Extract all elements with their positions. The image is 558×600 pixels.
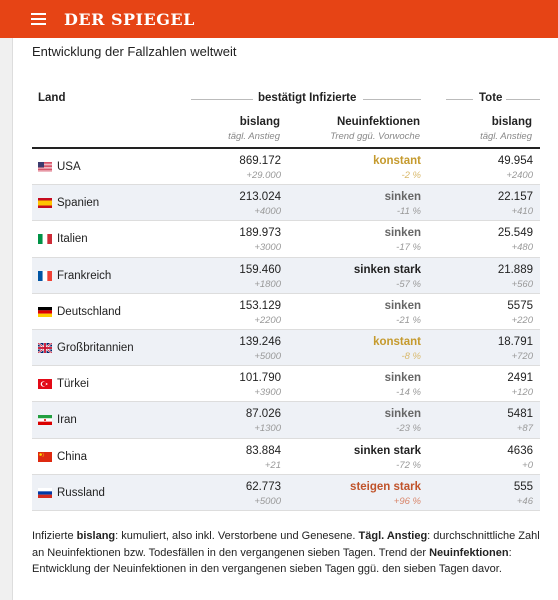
trend-label: sinken [384, 191, 421, 204]
ru-flag-icon [38, 485, 52, 495]
header-rule-left [191, 99, 253, 100]
trend-label: sinken [384, 408, 421, 421]
cases-total: 139.246 [239, 335, 281, 348]
header-rule-right [363, 99, 421, 100]
country-name: China [57, 450, 88, 463]
cases-total: 87.026 [245, 408, 281, 421]
cases-daily: +4000 [254, 206, 281, 218]
table-row [32, 149, 540, 185]
deaths-daily: +46 [516, 495, 533, 507]
cases-total: 101.790 [239, 372, 281, 385]
column-header-new-infections: Neuinfektionen [336, 116, 420, 128]
deaths-total: 21.889 [497, 263, 533, 276]
footnote-text: Infizierte [32, 530, 77, 542]
deaths-rule-right [506, 99, 540, 100]
column-subheader-trend: Trend ggü. Vorwoche [330, 131, 420, 142]
footnote [32, 528, 544, 578]
trend-label: konstant [373, 335, 421, 348]
deaths-daily: +480 [511, 242, 533, 254]
deaths-daily: +560 [511, 278, 533, 290]
deaths-daily: +720 [511, 350, 533, 362]
site-logo[interactable]: DER SPIEGEL [64, 9, 195, 29]
trend-label: konstant [373, 155, 421, 167]
trend-label: sinken stark [353, 444, 421, 457]
trend-percent: -14 % [396, 387, 421, 399]
cases-total: 159.460 [239, 263, 281, 276]
trend-label: sinken [384, 227, 421, 240]
footnote-text: : kumuliert, also inkl. Verstorbene und Genesene. [115, 530, 359, 542]
it-flag-icon [38, 231, 52, 241]
trend-percent: -17 % [396, 242, 421, 254]
trend-percent: -2 % [401, 170, 421, 181]
column-group-deaths: Tote [479, 92, 503, 104]
cn-flag-icon [38, 449, 52, 459]
cases-daily: +2200 [254, 314, 281, 326]
deaths-total: 5575 [507, 299, 533, 312]
de-flag-icon [38, 304, 52, 314]
deaths-daily: +0 [522, 459, 533, 471]
cases-total: 83.884 [245, 444, 281, 457]
cases-daily: +21 [264, 459, 281, 471]
country-name: Türkei [57, 378, 89, 391]
trend-percent: -11 % [396, 206, 421, 218]
deaths-total: 5481 [507, 408, 533, 421]
case-table [32, 149, 540, 511]
trend-percent: -8 % [401, 350, 421, 362]
deaths-total: 25.549 [497, 227, 533, 240]
cases-daily: +1800 [254, 278, 281, 290]
cases-total: 869.172 [239, 155, 281, 167]
page-title: Entwicklung der Fallzahlen weltweit [32, 44, 237, 59]
cases-daily: +5000 [254, 495, 281, 507]
country-name: Italien [57, 233, 88, 246]
trend-label: sinken [384, 299, 421, 312]
cases-daily: +1300 [254, 423, 281, 435]
column-header-bislang: bislang [239, 116, 280, 128]
deaths-rule-left [446, 99, 473, 100]
us-flag-icon [38, 159, 52, 169]
table-row [32, 475, 540, 511]
column-subheader-daily: tägl. Anstieg [228, 131, 280, 142]
cases-daily: +29.000 [246, 170, 281, 181]
hamburger-menu-icon[interactable] [31, 13, 46, 25]
footnote-term-daily: Tägl. Anstieg [358, 530, 428, 542]
deaths-total: 22.157 [497, 191, 533, 204]
column-header-deaths-total: bislang [491, 116, 532, 128]
country-name: Iran [57, 414, 77, 427]
trend-percent: +96 % [393, 495, 421, 507]
table-row [32, 258, 540, 294]
column-group-infected: bestätigt Infizierte [258, 92, 357, 104]
country-name: Großbritannien [57, 341, 134, 354]
cases-total: 213.024 [239, 191, 281, 204]
table-row [32, 185, 540, 221]
deaths-total: 2491 [507, 372, 533, 385]
cases-daily: +5000 [254, 350, 281, 362]
trend-percent: -23 % [396, 423, 421, 435]
footnote-text: : durchschnittliche Zahl an Neuinfektionen bzw. Todesfällen in den vergangenen sieben Tagen. Trend der [32, 530, 540, 559]
deaths-daily: +410 [511, 206, 533, 218]
trend-label: sinken stark [353, 263, 421, 276]
footnote-text: : Entwicklung der Neuinfektionen in den vergangenen sieben Tagen ggü. den sieben Tagen davor. [32, 546, 512, 575]
deaths-daily: +120 [511, 387, 533, 399]
country-name: Russland [57, 486, 105, 499]
footnote-term-new-infections: Neuinfektionen [429, 546, 509, 559]
table-row [32, 439, 540, 475]
deaths-total: 49.954 [497, 155, 533, 167]
cases-daily: +3000 [254, 242, 281, 254]
deaths-total: 555 [513, 480, 533, 493]
table-row [32, 402, 540, 438]
trend-label: sinken [384, 372, 421, 385]
deaths-daily: +87 [516, 423, 533, 435]
table-row [32, 221, 540, 257]
table-row [32, 294, 540, 330]
site-header [0, 0, 558, 38]
table-row [32, 330, 540, 366]
country-name: Deutschland [57, 305, 121, 318]
cases-total: 62.773 [245, 480, 281, 493]
ir-flag-icon [38, 412, 52, 422]
content-card [12, 38, 558, 600]
fr-flag-icon [38, 268, 52, 278]
table-row [32, 366, 540, 402]
country-name: Frankreich [57, 269, 112, 282]
trend-label: steigen stark [350, 480, 421, 493]
deaths-daily: +2400 [506, 170, 533, 181]
country-name: USA [57, 161, 81, 173]
trend-percent: -72 % [396, 459, 421, 471]
footnote-term-bislang: bislang [76, 530, 116, 542]
deaths-total: 4636 [507, 444, 533, 457]
trend-percent: -57 % [396, 278, 421, 290]
cases-daily: +3900 [254, 387, 281, 399]
tr-flag-icon [38, 376, 52, 386]
column-header-land: Land [38, 92, 66, 104]
deaths-daily: +220 [511, 314, 533, 326]
cases-total: 189.973 [239, 227, 281, 240]
cases-total: 153.129 [239, 299, 281, 312]
trend-percent: -21 % [396, 314, 421, 326]
deaths-total: 18.791 [497, 335, 533, 348]
country-name: Spanien [57, 197, 100, 210]
es-flag-icon [38, 195, 52, 205]
column-subheader-deaths-daily: tägl. Anstieg [480, 131, 532, 142]
gb-flag-icon [38, 340, 52, 350]
